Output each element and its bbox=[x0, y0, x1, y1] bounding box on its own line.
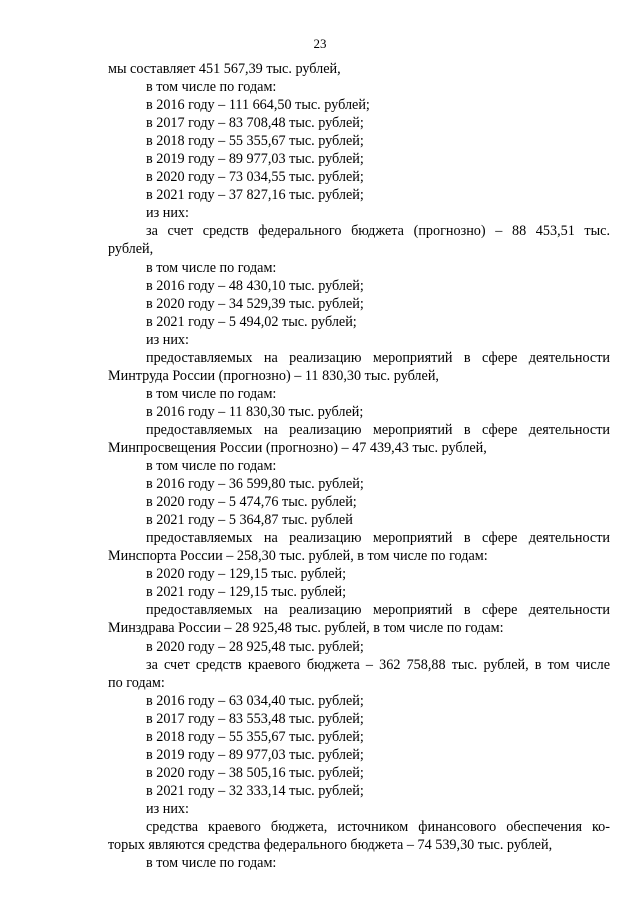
text-line: в 2017 году – 83 708,48 тыс. рублей; bbox=[146, 115, 364, 132]
document-body bbox=[108, 60, 610, 872]
text-line: в 2020 году – 5 474,76 тыс. рублей; bbox=[146, 494, 357, 511]
text-line: в 2020 году – 38 505,16 тыс. рублей; bbox=[146, 764, 364, 781]
text-line: из них: bbox=[146, 800, 189, 817]
text-line: Минтруда России (прогнозно) – 11 830,30 тыс. рублей, bbox=[108, 367, 439, 384]
text-line: в 2021 году – 32 333,14 тыс. рублей; bbox=[146, 782, 364, 799]
text-line: в том числе по годам: bbox=[146, 79, 277, 96]
text-line: торых являются средства федерального бюджета – 74 539,30 тыс. рублей, bbox=[108, 837, 553, 854]
text-line: за счет средств краевого бюджета – 362 758,88 тыс. рублей, в том числе bbox=[146, 656, 610, 673]
text-line: в том числе по годам: bbox=[146, 855, 277, 872]
text-line: Минпросвещения России (прогнозно) – 47 439,43 тыс. рублей, bbox=[108, 439, 487, 456]
text-line: в 2021 году – 129,15 тыс. рублей; bbox=[146, 584, 347, 601]
text-line: Минспорта России – 258,30 тыс. рублей, в том числе по годам: bbox=[108, 548, 488, 565]
text-line: рублей, bbox=[108, 241, 154, 258]
text-line: в 2020 году – 34 529,39 тыс. рублей; bbox=[146, 295, 364, 312]
text-line: в 2018 году – 55 355,67 тыс. рублей; bbox=[146, 133, 364, 150]
text-line: в 2020 году – 73 034,55 тыс. рублей; bbox=[146, 169, 364, 186]
text-line: в 2020 году – 28 925,48 тыс. рублей; bbox=[146, 638, 364, 655]
text-line: в 2019 году – 89 977,03 тыс. рублей; bbox=[146, 746, 364, 763]
text-line: предоставляемых на реализацию мероприятий в сфере деятельности bbox=[146, 602, 610, 619]
text-line: в 2016 году – 111 664,50 тыс. рублей; bbox=[146, 97, 370, 114]
text-line: в том числе по годам: bbox=[146, 259, 277, 276]
text-line: в 2021 году – 37 827,16 тыс. рублей; bbox=[146, 187, 364, 204]
text-line: из них: bbox=[146, 331, 189, 348]
page-number: 23 bbox=[313, 36, 327, 51]
text-line: в 2021 году – 5 494,02 тыс. рублей; bbox=[146, 313, 357, 330]
text-line: в 2021 году – 5 364,87 тыс. рублей bbox=[146, 512, 353, 529]
text-line: Минздрава России – 28 925,48 тыс. рублей, в том числе по годам: bbox=[108, 620, 504, 637]
text-line: в том числе по годам: bbox=[146, 385, 277, 402]
text-line: в 2016 году – 48 430,10 тыс. рублей; bbox=[146, 277, 364, 294]
text-line: в 2018 году – 55 355,67 тыс. рублей; bbox=[146, 728, 364, 745]
text-line: предоставляемых на реализацию мероприятий в сфере деятельности bbox=[146, 421, 610, 438]
text-line: в том числе по годам: bbox=[146, 458, 277, 475]
text-line: в 2017 году – 83 553,48 тыс. рублей; bbox=[146, 710, 364, 727]
text-line: в 2016 году – 11 830,30 тыс. рублей; bbox=[146, 403, 364, 420]
text-line: по годам: bbox=[108, 674, 165, 691]
text-line: из них: bbox=[146, 205, 189, 222]
text-line: в 2019 году – 89 977,03 тыс. рублей; bbox=[146, 151, 364, 168]
text-line: в 2020 году – 129,15 тыс. рублей; bbox=[146, 566, 347, 583]
text-line: в 2016 году – 63 034,40 тыс. рублей; bbox=[146, 692, 364, 709]
text-line: предоставляемых на реализацию мероприятий в сфере деятельности bbox=[146, 530, 610, 547]
text-line: предоставляемых на реализацию мероприятий в сфере деятельности bbox=[146, 349, 610, 366]
text-line: за счет средств федерального бюджета (прогнозно) – 88 453,51 тыс. bbox=[146, 223, 610, 240]
text-line: средства краевого бюджета, источником финансового обеспечения ко- bbox=[146, 818, 610, 835]
text-line: в 2016 году – 36 599,80 тыс. рублей; bbox=[146, 476, 364, 493]
text-line: мы составляет 451 567,39 тыс. рублей, bbox=[108, 61, 341, 77]
